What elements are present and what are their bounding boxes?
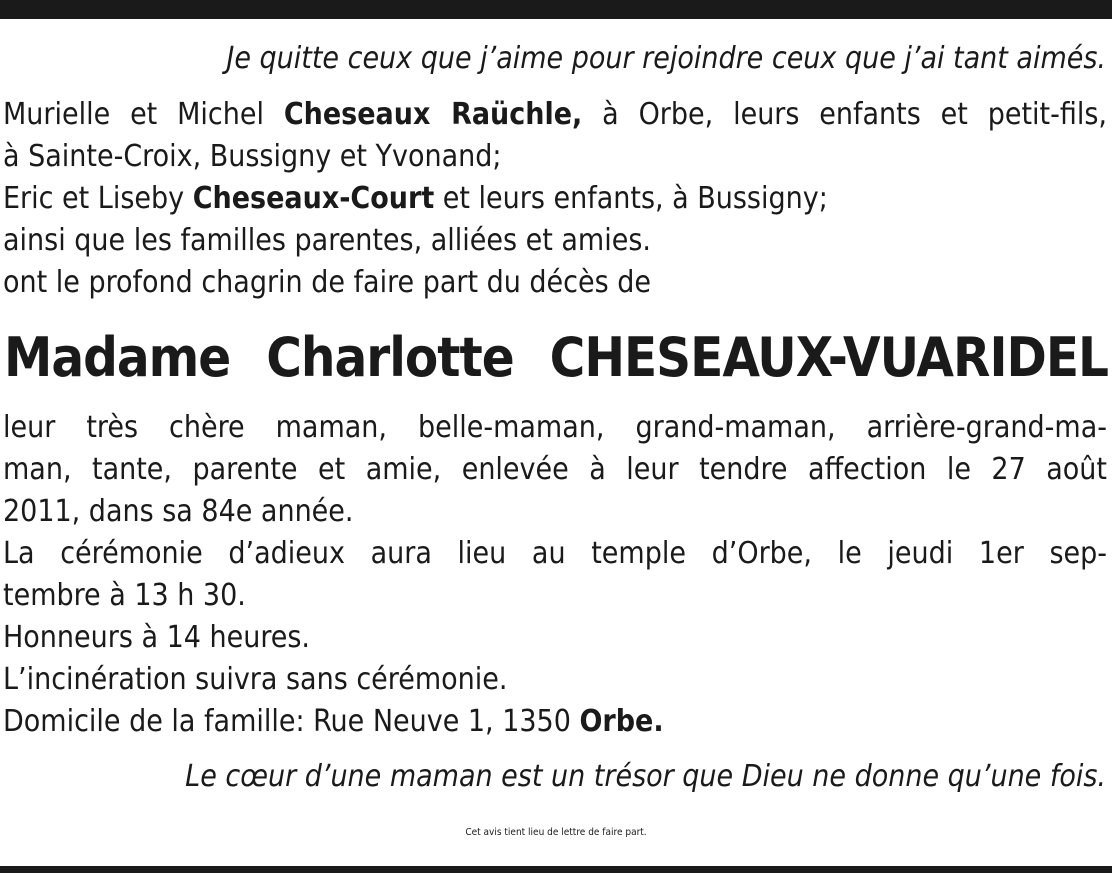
family-line-1 <box>3 97 1107 133</box>
body-line-3: 2011, dans sa 84e année. <box>3 494 354 529</box>
bottom-border-rule <box>0 866 1112 873</box>
body-line-1: leur très chère maman, belle-maman, grand-maman, arrière-grand-ma- <box>3 410 1107 445</box>
top-border-rule <box>0 0 1112 19</box>
body-line-5: tembre à 13 h 30. <box>3 578 246 613</box>
body-line-7: L’incinération suivra sans cérémonie. <box>3 662 508 697</box>
family-line-1-post: à Orbe, leurs enfants et petit-fils, <box>582 97 1107 132</box>
family-name-cheseaux-court: Cheseaux-Court <box>192 181 435 216</box>
notice-text: Cet avis tient lieu de lettre de faire part. <box>465 827 647 838</box>
body-line-8-town: Orbe. <box>579 704 664 739</box>
family-line-1-pre: Murielle et Michel <box>3 97 284 132</box>
deceased-name: Madame Charlotte CHESEAUX-VUARIDEL <box>4 326 1108 389</box>
family-line-2: à Sainte-Croix, Bussigny et Yvonand; <box>3 139 502 174</box>
body-line-2: man, tante, parente et amie, enlevée à leur tendre affection le 27 août <box>3 452 1107 487</box>
family-line-4: ainsi que les familles parentes, alliées et amies. <box>3 223 651 258</box>
epigraph: Je quitte ceux que j’aime pour rejoindre ceux que j’ai tant aimés. <box>226 41 1106 76</box>
closing-quote: Le cœur d’une maman est un trésor que Dieu ne donne qu’une fois. <box>185 759 1106 794</box>
body-line-8-pre: Domicile de la famille: Rue Neuve 1, 1350 <box>3 704 580 739</box>
family-line-3 <box>3 181 828 217</box>
body-line-8 <box>3 704 664 740</box>
family-line-3-post: et leurs enfants, à Bussigny; <box>434 181 828 216</box>
body-line-6: Honneurs à 14 heures. <box>3 620 310 655</box>
family-line-3-pre: Eric et Liseby <box>3 181 193 216</box>
family-line-5: ont le profond chagrin de faire part du décès de <box>3 265 652 300</box>
body-line-4: La cérémonie d’adieux aura lieu au temple d’Orbe, le jeudi 1er sep- <box>3 536 1107 571</box>
family-name-cheseaux-rauchle: Cheseaux Raüchle, <box>283 97 583 132</box>
